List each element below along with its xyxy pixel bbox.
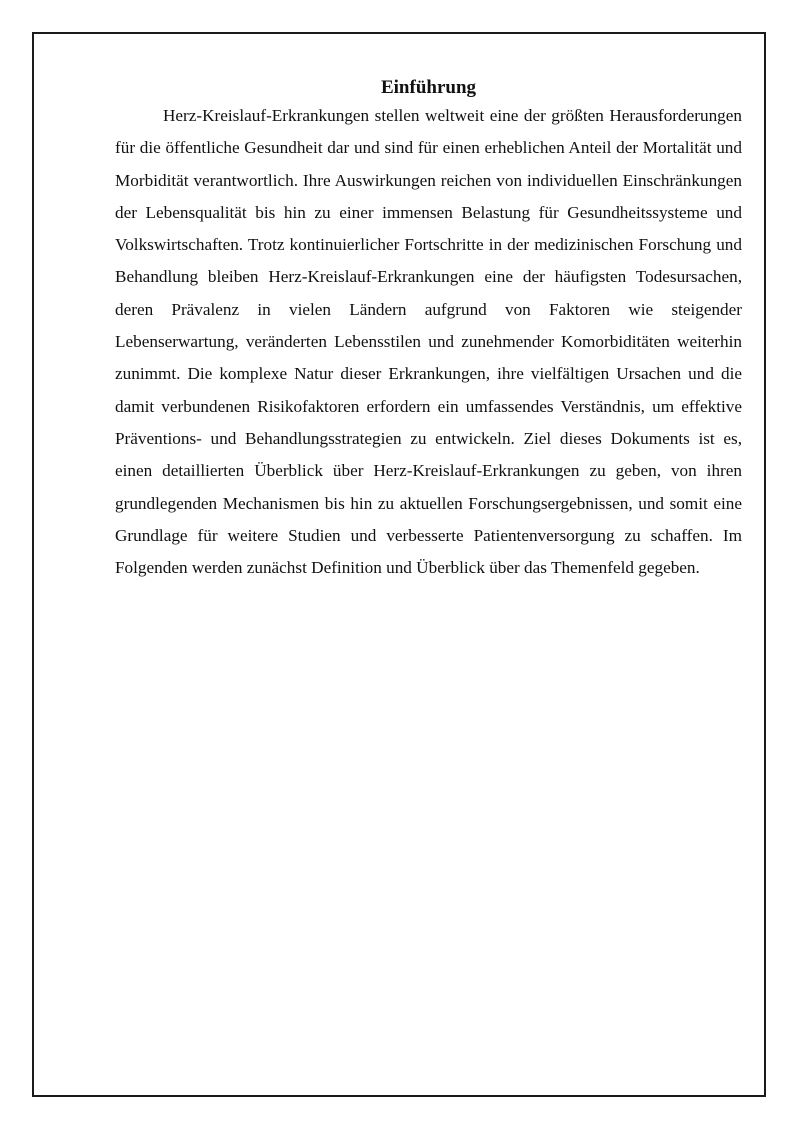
document-body	[115, 76, 742, 584]
introduction-paragraph: Herz-Kreislauf-Erkrankungen stellen weltweit eine der größten Herausforderungen für die öffentliche Gesundheit dar und sind für einen erheblichen Anteil der Mortalität und Morbidität verantwortlich. Ihre Auswirkungen reichen von individuellen Einschränkungen der Lebensqualität bis hin zu einer immensen Belastung für Gesundheitssysteme und Volkswirtschaften. Trotz kontinuierlicher Fortschritte in der medizinischen Forschung und Behandlung bleiben Herz-Kreislauf-Erkrankungen eine der häufigsten Todesursachen, deren Prävalenz in vielen Ländern aufgrund von Faktoren wie steigender Lebenserwartung, veränderten Lebensstilen und zunehmender Komorbiditäten weiterhin zunimmt. Die komplexe Natur dieser Erkrankungen, ihre vielfältigen Ursachen und die damit verbundenen Risikofaktoren erfordern ein umfassendes Verständnis, um effektive Präventions- und Behandlungsstrategien zu entwickeln. Ziel dieses Dokuments ist es, einen detaillierten Überblick über Herz-Kreislauf-Erkrankungen zu geben, von ihren grundlegenden Mechanismen bis hin zu aktuellen Forschungsergebnissen, und somit eine Grundlage für weitere Studien und verbesserte Patientenversorgung zu schaffen. Im Folgenden werden zunächst Definition und Überblick über das Themenfeld gegeben.	[115, 106, 742, 578]
section-heading: Einführung	[380, 77, 477, 98]
